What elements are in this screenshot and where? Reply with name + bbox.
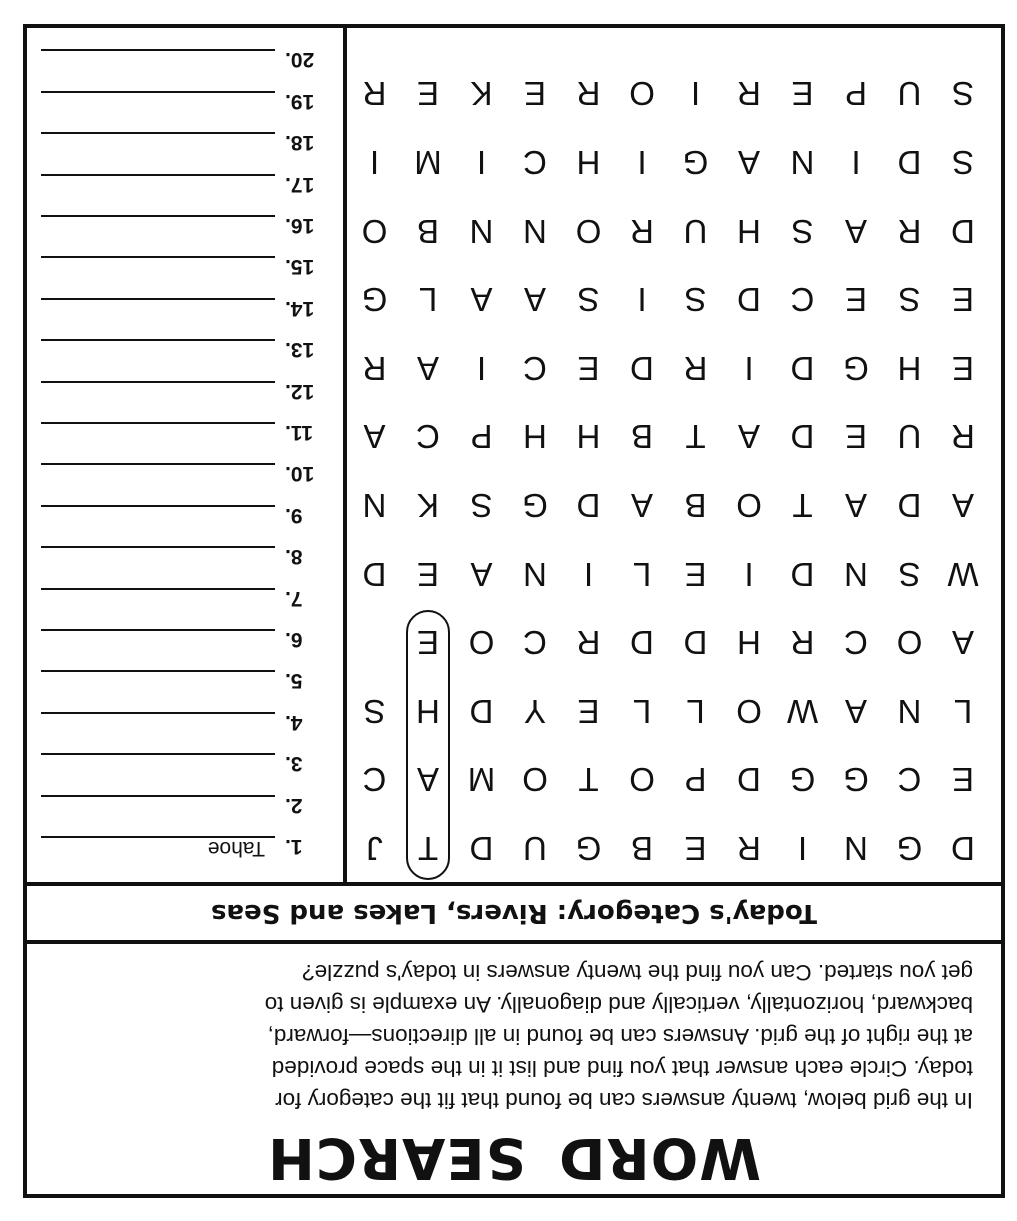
grid-letter[interactable]: A [363, 418, 386, 456]
answer-row [27, 124, 343, 164]
grid-letter[interactable]: N [844, 830, 868, 867]
answer-number: 20. [285, 48, 315, 72]
grid-letter[interactable]: L [686, 692, 705, 730]
grid-letter[interactable]: S [898, 555, 921, 593]
grid-letter[interactable]: O [736, 487, 762, 524]
grid-letter[interactable]: U [523, 830, 547, 867]
grid-letter[interactable]: I [476, 144, 487, 181]
grid-letter[interactable]: G [896, 830, 923, 867]
grid-letter[interactable]: A [952, 487, 975, 524]
grid-letter[interactable]: E [952, 349, 975, 387]
grid-letter[interactable]: E [684, 830, 707, 867]
grid-letter[interactable]: I [797, 830, 808, 867]
answer-row [27, 497, 343, 537]
grid-letter[interactable]: D [897, 487, 922, 524]
answer-blank[interactable] [41, 505, 275, 507]
grid-letter[interactable]: D [630, 624, 654, 662]
grid-letter[interactable]: N [523, 555, 547, 593]
answer-number: 9. [285, 503, 303, 527]
grid-letter[interactable]: R [951, 418, 975, 456]
grid-letter[interactable]: E [791, 75, 814, 113]
grid-letter[interactable]: O [361, 212, 388, 250]
grid-letter[interactable]: R [737, 830, 761, 867]
grid-letter[interactable]: T [578, 761, 599, 799]
answer-number: 14. [285, 296, 315, 320]
grid-letter[interactable]: C [416, 418, 440, 456]
answer-list [27, 28, 347, 882]
answer-blank[interactable] [41, 463, 275, 465]
grid-letter[interactable]: S [898, 281, 921, 319]
instructions-line: get you started. Can you find the twenty answers in today's puzzle? [302, 960, 973, 985]
grid-letter[interactable]: U [897, 418, 922, 456]
answer-number: 19. [285, 89, 315, 113]
answer-row [27, 828, 343, 868]
grid-letter[interactable]: C [523, 144, 547, 181]
grid-letter[interactable]: G [361, 281, 388, 319]
puzzle-title [27, 1126, 1001, 1188]
grid-letter[interactable]: O [736, 692, 762, 730]
grid-letter[interactable]: A [470, 555, 493, 593]
grid-letter[interactable]: P [845, 75, 868, 113]
answer-row [27, 538, 343, 578]
grid-letter[interactable]: S [952, 144, 975, 181]
grid-letter[interactable]: B [684, 487, 707, 524]
grid-letter[interactable]: R [576, 75, 601, 113]
answer-blank[interactable] [41, 588, 275, 590]
grid-letter[interactable]: D [897, 144, 922, 181]
category-banner: Today's Category: Rivers, Lakes and Seas [27, 882, 1001, 944]
grid-letter[interactable]: E [952, 761, 975, 799]
answer-blank[interactable] [41, 339, 275, 341]
answer-row [27, 787, 343, 827]
answer-blank[interactable] [41, 629, 275, 631]
grid-letter[interactable]: C [790, 281, 815, 319]
grid-letter[interactable]: D [951, 212, 975, 250]
grid-letter[interactable]: L [632, 692, 652, 730]
grid-letter[interactable]: I [369, 144, 380, 181]
grid-letter[interactable]: T [792, 487, 813, 524]
grid-letter[interactable]: M [467, 761, 496, 799]
grid-letter[interactable]: R [362, 75, 387, 113]
grid-letter[interactable]: A [417, 761, 440, 799]
answer-row [27, 621, 343, 661]
title-word-2: SEARCH [267, 1125, 527, 1190]
grid-letter[interactable]: E [845, 418, 868, 456]
grid-letter[interactable]: H [576, 418, 601, 456]
grid-letter[interactable]: G [682, 144, 709, 181]
grid-letter[interactable]: G [522, 487, 548, 524]
grid-letter[interactable]: B [631, 418, 654, 456]
grid-letter[interactable]: U [897, 75, 922, 113]
answer-blank[interactable] [41, 298, 275, 300]
grid-letter[interactable]: D [469, 692, 494, 730]
grid-letter[interactable]: A [417, 349, 440, 387]
grid-letter[interactable]: Y [524, 692, 547, 730]
grid-letter[interactable]: E [577, 692, 600, 730]
answer-number: 10. [285, 462, 315, 486]
answer-blank[interactable] [41, 546, 275, 548]
grid-letter[interactable]: G [789, 761, 816, 799]
grid-letter[interactable]: R [897, 212, 922, 250]
grid-letter[interactable]: H [737, 212, 761, 250]
answer-row [27, 83, 343, 123]
answer-row [27, 580, 343, 620]
answer-number: 16. [285, 214, 315, 237]
grid-letter[interactable]: R [576, 624, 601, 662]
answer-number: 18. [285, 131, 315, 155]
grid-letter[interactable]: R [683, 349, 708, 387]
grid-letter[interactable]: O [629, 75, 655, 113]
grid-letter[interactable]: E [417, 75, 440, 113]
answer-blank[interactable] [41, 91, 275, 93]
grid-letter[interactable]: I [690, 75, 701, 113]
grid-letter[interactable]: I [476, 349, 487, 387]
grid-letter[interactable]: T [417, 830, 439, 867]
answer-number: 13. [285, 338, 315, 362]
answer-number: 2. [285, 793, 303, 817]
grid-letter[interactable]: G [843, 349, 869, 387]
grid-letter[interactable]: C [523, 349, 547, 387]
instructions-line: backward, horizontally, vertically and diagonally. An example is given to [264, 992, 973, 1017]
grid-letter[interactable]: O [468, 624, 495, 662]
grid-letter[interactable]: D [737, 281, 761, 319]
grid-letter[interactable]: H [576, 144, 601, 181]
grid-letter[interactable]: O [629, 761, 655, 799]
answer-blank[interactable] [41, 795, 275, 797]
grid-letter[interactable]: O [575, 212, 602, 250]
answer-number: 5. [285, 669, 303, 693]
answer-blank[interactable] [41, 753, 275, 755]
grid-letter[interactable]: N [362, 487, 387, 524]
grid-letter[interactable]: R [790, 624, 815, 662]
grid-letter[interactable]: G [575, 830, 602, 867]
grid-letter[interactable]: N [523, 212, 547, 250]
grid-letter[interactable]: I [744, 555, 754, 593]
puzzle-frame [23, 24, 1005, 1198]
answer-number: 1. [285, 835, 303, 858]
grid-letter[interactable]: A [631, 487, 654, 524]
grid-letter[interactable]: A [845, 212, 868, 250]
answer-blank[interactable] [41, 381, 275, 383]
grid-letter[interactable]: S [791, 212, 814, 250]
title-word-1: WORD [558, 1125, 761, 1190]
grid-letter[interactable]: D [630, 349, 654, 387]
grid-letter[interactable]: E [524, 75, 547, 113]
grid-letter[interactable]: A [845, 487, 868, 524]
grid-letter[interactable]: A [952, 624, 975, 662]
grid-letter[interactable]: W [947, 555, 979, 593]
answer-row [27, 207, 343, 247]
grid-letter[interactable]: B [631, 830, 654, 867]
grid-letter[interactable]: J [366, 830, 383, 867]
grid-letter[interactable]: I [637, 144, 647, 181]
grid-letter[interactable]: R [630, 212, 654, 250]
grid-letter[interactable]: A [524, 281, 547, 319]
grid-letter[interactable]: H [523, 418, 547, 456]
grid-letter[interactable]: M [414, 144, 442, 181]
grid-letter[interactable]: K [417, 487, 440, 524]
grid-letter[interactable]: C [362, 761, 387, 799]
grid-letter[interactable]: I [744, 349, 754, 387]
grid-letter[interactable]: A [738, 418, 761, 456]
grid-letter[interactable]: T [685, 418, 706, 456]
letter-grid [347, 28, 1001, 882]
answer-row [27, 704, 343, 744]
grid-letter[interactable]: H [897, 349, 922, 387]
grid-letter[interactable]: U [683, 212, 708, 250]
answer-blank[interactable] [41, 49, 275, 51]
grid-letter[interactable]: O [896, 624, 923, 662]
grid-letter[interactable]: E [417, 555, 440, 593]
grid-letter[interactable]: S [470, 487, 493, 524]
grid-letter[interactable]: E [845, 281, 868, 319]
answer-row [27, 290, 343, 330]
grid-letter[interactable]: D [362, 555, 387, 593]
grid-letter[interactable]: E [952, 281, 975, 319]
answer-row [27, 41, 343, 81]
instructions-line: today. Circle each answer that you find and list it in the space provided [271, 1056, 973, 1081]
grid-letter[interactable]: L [632, 555, 652, 593]
answer-row [27, 414, 343, 454]
answer-number: 11. [285, 421, 314, 444]
grid-letter[interactable]: P [684, 761, 707, 799]
grid-letter[interactable]: R [362, 349, 387, 387]
grid-letter[interactable]: S [952, 75, 975, 113]
grid-letter[interactable]: I [583, 555, 594, 593]
answer-blank[interactable] [41, 132, 275, 134]
grid-letter[interactable]: E [577, 349, 600, 387]
grid-letter[interactable]: D [790, 555, 815, 593]
answer-number: 15. [285, 255, 315, 279]
answer-row [27, 248, 343, 288]
grid-letter[interactable]: R [737, 75, 761, 113]
grid-letter[interactable]: A [470, 281, 493, 319]
answer-number: 6. [285, 628, 303, 651]
answer-blank[interactable] [41, 256, 275, 258]
answer-row [27, 331, 343, 371]
answer-row [27, 745, 343, 785]
grid-letter[interactable]: D [683, 624, 708, 662]
grid-letter[interactable]: E [417, 624, 440, 662]
instructions-line: In the grid below, twenty answers can be found that fit the category for [275, 1088, 973, 1113]
answer-blank[interactable] [41, 670, 275, 672]
grid-letter[interactable]: L [418, 281, 438, 319]
answer-blank[interactable] [41, 174, 275, 176]
grid-letter[interactable]: D [576, 487, 601, 524]
grid-letter[interactable]: N [844, 555, 868, 593]
grid-letter[interactable]: H [416, 692, 440, 730]
grid-letter[interactable]: A [738, 144, 761, 181]
grid-letter[interactable]: C [897, 761, 922, 799]
grid-letter[interactable]: I [637, 281, 647, 319]
answer-blank[interactable] [41, 422, 275, 424]
grid-letter[interactable]: B [417, 212, 440, 250]
example-answer-oval [406, 610, 450, 880]
answer-row [27, 662, 343, 702]
grid-letter[interactable]: W [786, 692, 819, 730]
instructions-line: at the right of the grid. Answers can be found in all directions—forward, [267, 1024, 973, 1049]
answer-blank[interactable] [41, 712, 275, 714]
grid-letter[interactable]: H [737, 624, 761, 662]
grid-letter[interactable]: K [470, 75, 493, 113]
grid-letter[interactable]: I [851, 144, 861, 181]
grid-letter[interactable]: C [844, 624, 868, 662]
answer-row [27, 455, 343, 495]
grid-letter[interactable]: S [363, 692, 386, 730]
grid-letter[interactable]: G [843, 761, 869, 799]
grid-letter[interactable]: D [951, 830, 975, 867]
grid-letter[interactable]: P [470, 418, 493, 456]
instructions [53, 956, 973, 1116]
answer-text: Tahoe [207, 837, 265, 860]
answer-row [27, 166, 343, 206]
grid-letter[interactable]: S [577, 281, 600, 319]
answer-number: 8. [285, 545, 303, 569]
grid-letter[interactable]: N [897, 692, 922, 730]
answer-number: 17. [285, 172, 315, 196]
grid-letter[interactable]: D [790, 349, 815, 387]
answer-number: 3. [285, 752, 303, 776]
grid-letter[interactable]: D [469, 830, 494, 867]
grid-letter[interactable]: S [684, 281, 707, 319]
grid-letter[interactable]: A [845, 692, 868, 730]
grid-letter[interactable]: N [790, 144, 815, 181]
grid-letter[interactable]: L [953, 692, 973, 730]
answer-row [27, 373, 343, 413]
answer-number: 12. [285, 379, 315, 403]
grid-letter[interactable]: C [523, 624, 547, 662]
grid-letter[interactable]: D [790, 418, 815, 456]
answer-number: 7. [285, 586, 303, 610]
grid-letter[interactable]: E [684, 555, 707, 593]
grid-letter[interactable]: O [522, 761, 548, 799]
answer-number: 4. [285, 710, 303, 734]
answer-blank[interactable] [41, 215, 275, 217]
grid-letter[interactable]: N [469, 212, 494, 250]
grid-letter[interactable]: D [737, 761, 761, 799]
puzzle-header [27, 944, 1001, 1194]
